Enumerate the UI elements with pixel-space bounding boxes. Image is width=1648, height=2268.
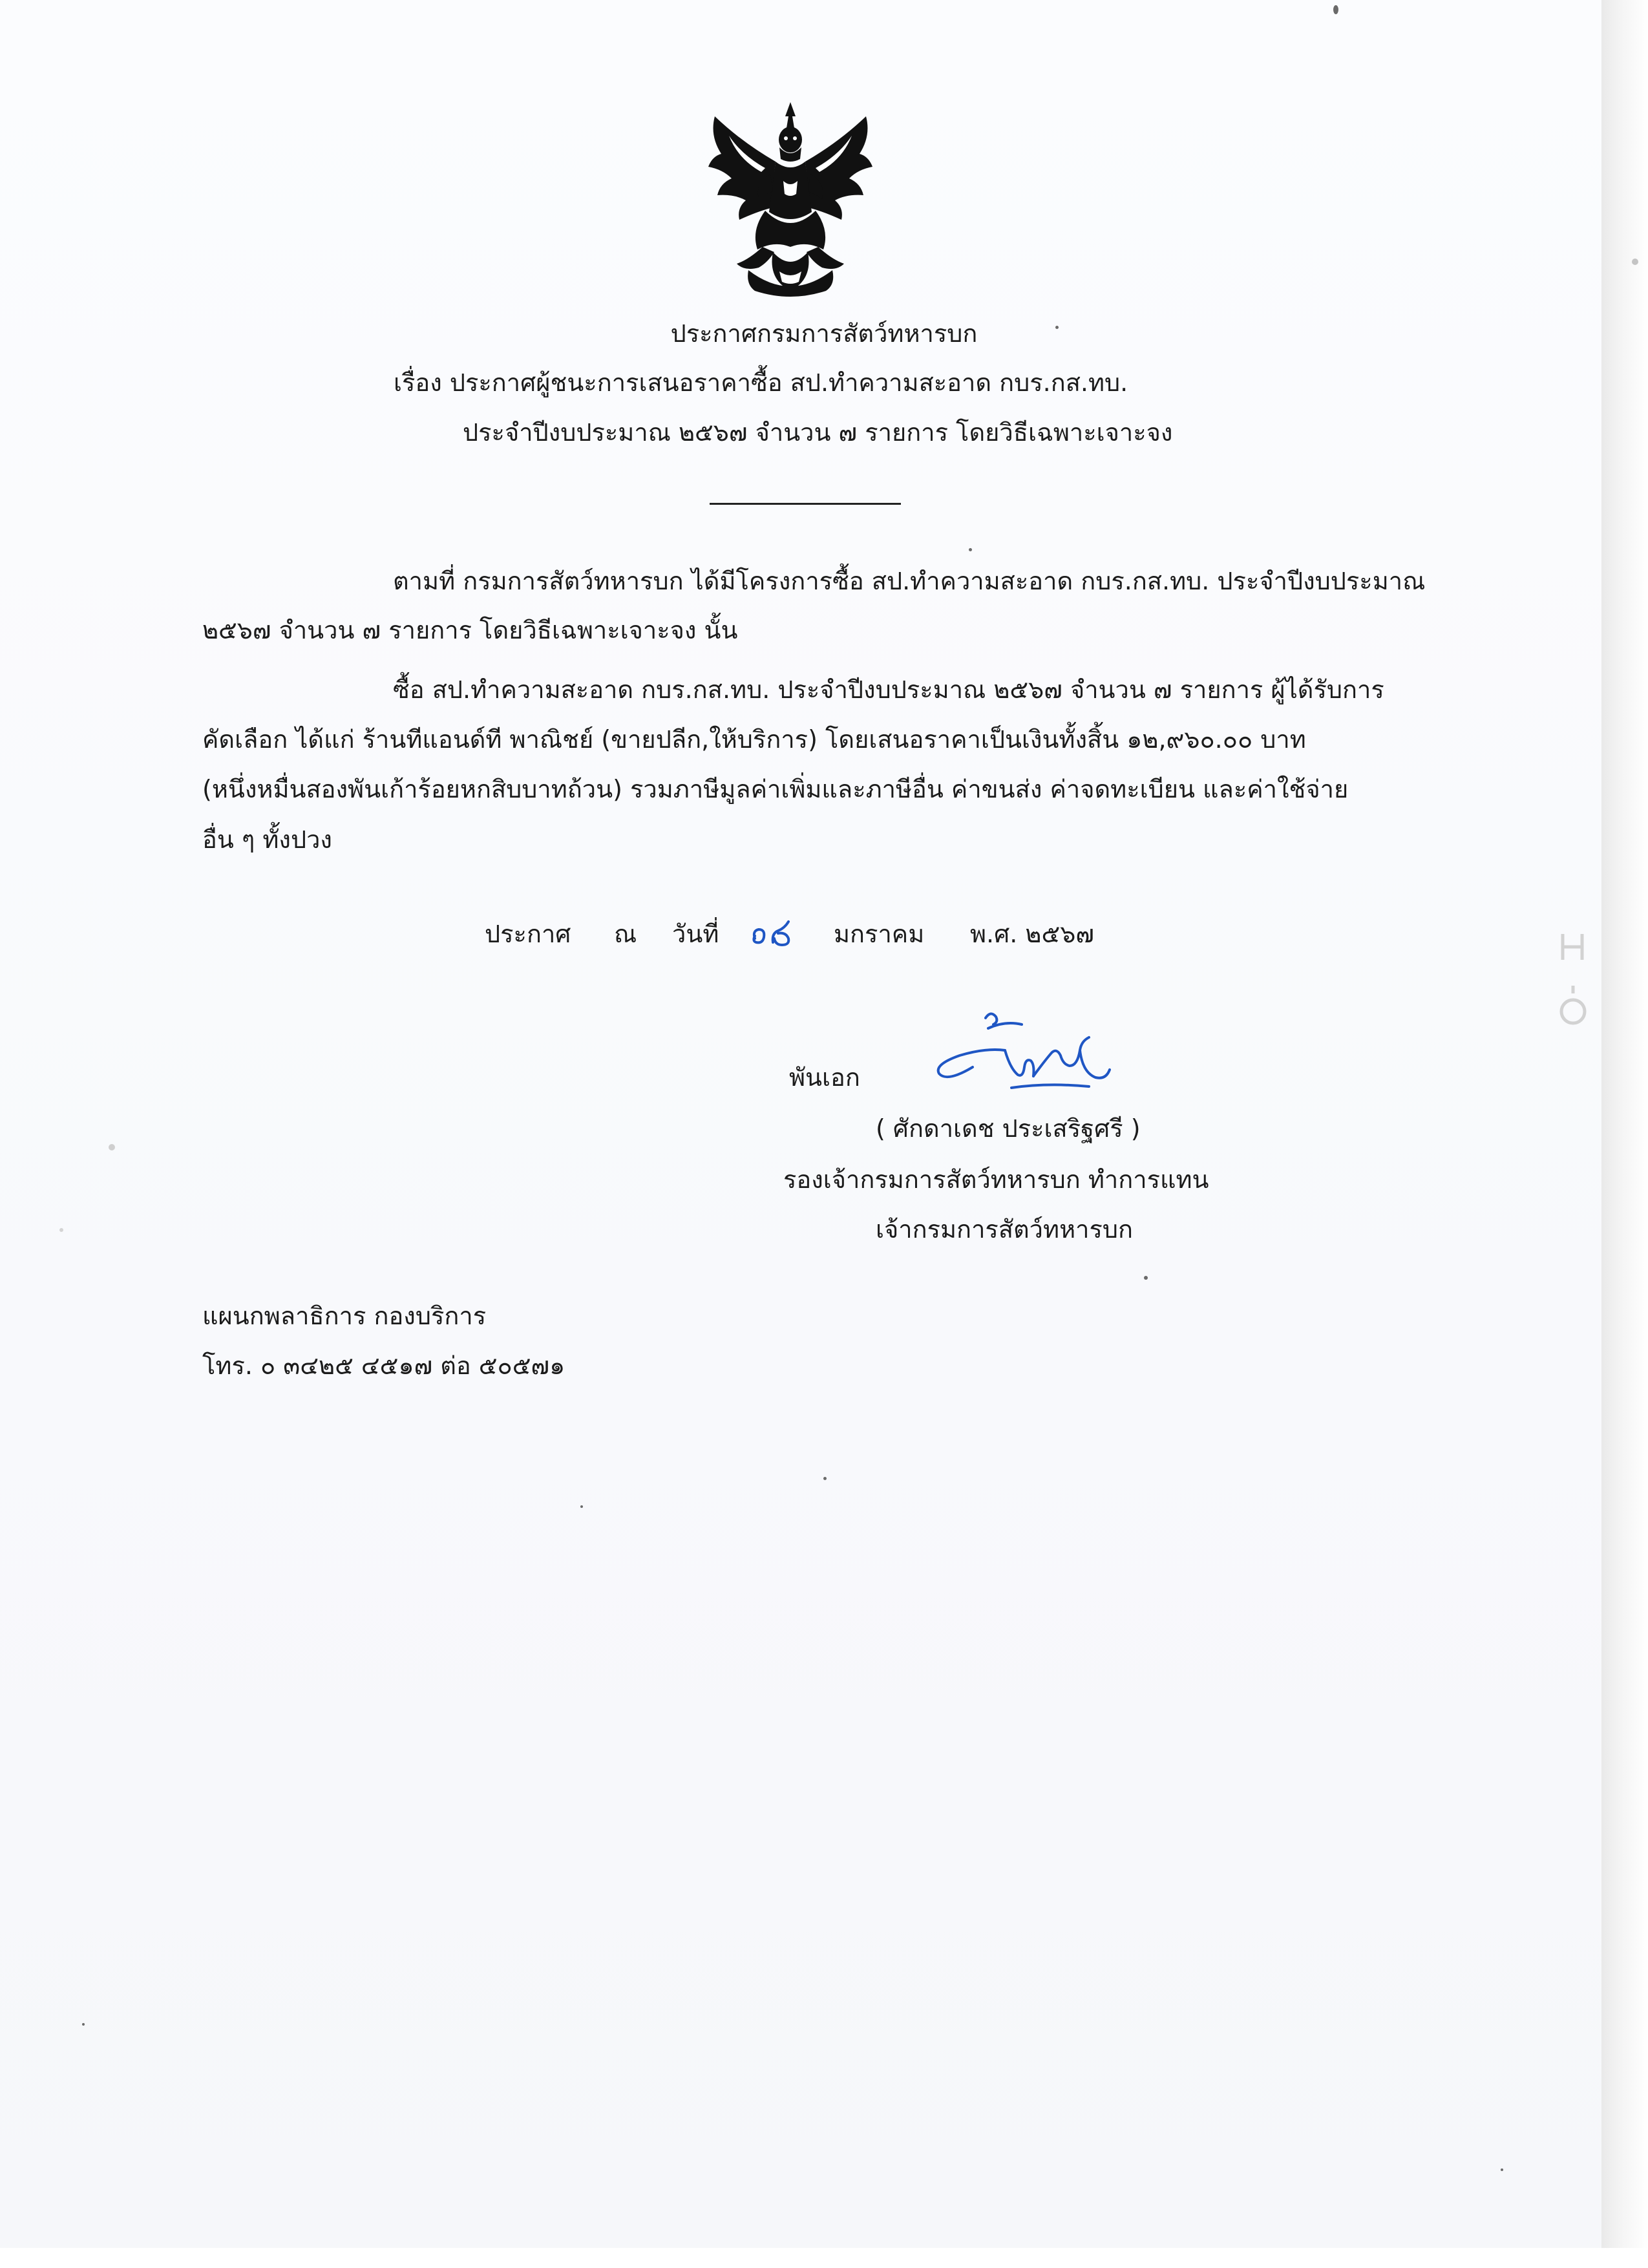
handwritten-day <box>750 917 795 949</box>
scan-speck <box>1333 5 1338 14</box>
scan-speck <box>59 1228 63 1232</box>
date-at: ณ <box>614 920 637 948</box>
scan-speck <box>1501 2168 1503 2171</box>
date-prefix: ประกาศ <box>485 920 571 948</box>
margin-scan-mark <box>1556 921 1592 1031</box>
footer-department: แผนกพลาธิการ กองบริการ <box>202 1302 487 1330</box>
scan-bottom-edge <box>0 2248 1648 2268</box>
scan-speck <box>823 1477 827 1480</box>
document-title: ประกาศกรมการสัตว์ทหารบก <box>670 319 978 348</box>
signer-name: ( ศักดาเดช ประเสริฐศรี ) <box>876 1114 1141 1143</box>
title-divider <box>710 503 901 505</box>
garuda-emblem-icon <box>703 97 878 299</box>
paragraph-2-line-4: อื่น ๆ ทั้งปวง <box>202 825 332 854</box>
scan-speck <box>82 2023 85 2026</box>
scan-speck <box>969 548 972 551</box>
paragraph-2-line-1: ซื้อ สป.ทำความสะอาด กบร.กส.ทบ. ประจำปีงบประมาณ ๒๕๖๗ จำนวน ๗ รายการ ผู้ได้รับการ <box>393 675 1384 704</box>
date-year: พ.ศ. ๒๕๖๗ <box>970 920 1094 948</box>
signer-position-1: รองเจ้ากรมการสัตว์ทหารบก ทำการแทน <box>783 1165 1209 1194</box>
date-day-label: วันที่ <box>672 920 719 948</box>
scan-speck <box>1632 259 1638 265</box>
signer-position-2: เจ้ากรมการสัตว์ทหารบก <box>876 1215 1133 1244</box>
scan-speck <box>1144 1276 1148 1280</box>
paragraph-1-line-1: ตามที่ กรมการสัตว์ทหารบก ได้มีโครงการซื้อ สป.ทำความสะอาด กบร.กส.ทบ. ประจำปีงบประมาณ <box>393 567 1426 595</box>
paragraph-2-line-2: คัดเลือก ได้แก่ ร้านทีแอนด์ที พาณิชย์ (ขายปลีก,ให้บริการ) โดยเสนอราคาเป็นเงินทั้งสิ้น ๑๒,๙๖๐.๐๐ บาท <box>202 725 1306 754</box>
paragraph-1-line-2: ๒๕๖๗ จำนวน ๗ รายการ โดยวิธีเฉพาะเจาะจง นั้น <box>202 616 738 644</box>
paragraph-2-line-3: (หนึ่งหมื่นสองพันเก้าร้อยหกสิบบาทถ้วน) รวมภาษีมูลค่าเพิ่มและภาษีอื่น ค่าขนส่ง ค่าจดทะเบียน และค่าใช้จ่าย <box>202 775 1349 803</box>
scan-speck <box>1055 326 1059 329</box>
scan-speck <box>580 1505 583 1508</box>
subject-line-1: เรื่อง ประกาศผู้ชนะการเสนอราคาซื้อ สป.ทำความสะอาด กบร.กส.ทบ. <box>394 368 1128 397</box>
subject-line-2: ประจำปีงบประมาณ ๒๕๖๗ จำนวน ๗ รายการ โดยวิธีเฉพาะเจาะจง <box>463 418 1173 447</box>
signer-rank: พันเอก <box>789 1063 860 1092</box>
date-month: มกราคม <box>834 920 925 948</box>
footer-phone: โทร. ๐ ๓๔๒๕ ๔๕๑๗ ต่อ ๕๐๕๗๑ <box>202 1351 565 1380</box>
handwritten-signature-icon <box>934 1005 1128 1102</box>
scan-speck <box>109 1144 115 1150</box>
